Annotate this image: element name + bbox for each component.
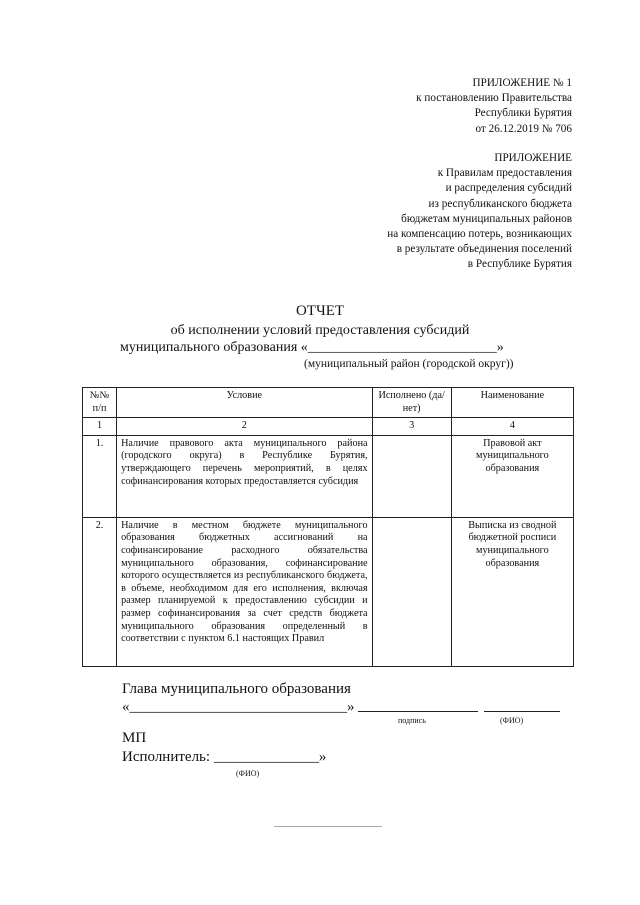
header-executed: Исполнено (да/нет) <box>372 388 451 418</box>
annex-2-line: к Правилам предоставления <box>437 167 572 180</box>
annex-1-line: Республики Бурятия <box>474 107 572 120</box>
report-subtitle-municipality: муниципального образования «___________________________» <box>120 340 504 355</box>
annex-2-line: из республиканского бюджета <box>428 197 572 210</box>
annex-1-header <box>416 76 572 137</box>
col-number: 1 <box>83 418 117 436</box>
executor-field: Исполнитель: ______________» <box>122 749 327 765</box>
col-number: 4 <box>451 418 573 436</box>
row-condition: Наличие в местном бюджете муниципального образования бюджетных ассигнований на софинансирование расходного обязательства муниципального образования, софинансирование которого осуществляется из республиканского бюджета, в объеме, необходимом для его исполнения, включая размер планируемой к предоставлению субсидии и размер софинансирования за счет средств бюджета муниципального образования определенный в соответствии с пунктом 6.1 настоящих Правил <box>117 517 373 666</box>
col-number: 3 <box>372 418 451 436</box>
annex-2-line: в Республике Бурятия <box>467 258 572 271</box>
header-name: Наименование <box>451 388 573 418</box>
report-title: ОТЧЕТ <box>295 303 345 319</box>
col-number: 2 <box>117 418 373 436</box>
signature-line <box>358 711 478 712</box>
fio-caption: (ФИО) <box>500 716 524 725</box>
annex-2-header <box>387 151 572 273</box>
annex-2-line: в результате объединения поселений <box>396 243 572 256</box>
row-executed-cell <box>372 435 451 517</box>
annex-2-line: ПРИЛОЖЕНИЕ <box>494 152 572 164</box>
municipality-name-field: «_____________________________» <box>122 699 355 715</box>
row-name: Выписка из сводной бюджетной росписи муниципального образования <box>451 517 573 666</box>
row-executed-cell <box>372 517 451 666</box>
annex-1-line: от 26.12.2019 № 706 <box>475 122 572 135</box>
header-num: №№ п/п <box>83 388 117 418</box>
table-header-row <box>83 388 574 418</box>
report-subtitle-hint: (муниципальный район (городской округ)) <box>304 358 514 370</box>
seal-place-label: МП <box>122 730 147 746</box>
annex-1-line: к постановлению Правительства <box>416 92 572 105</box>
signature-caption: подпись <box>398 716 426 725</box>
footer-divider <box>274 826 382 827</box>
annex-2-line: бюджетам муниципальных районов <box>401 212 572 225</box>
head-of-municipality-label: Глава муниципального образования <box>122 681 351 697</box>
annex-2-line: на компенсацию потерь, возникающих <box>387 228 572 241</box>
row-num: 2. <box>83 517 117 666</box>
fio-line <box>484 711 560 712</box>
table-row <box>83 435 574 517</box>
annex-2-line: и распределения субсидий <box>445 182 572 195</box>
table-column-numbers-row <box>83 418 574 436</box>
annex-1-line: ПРИЛОЖЕНИЕ № 1 <box>472 77 572 89</box>
row-name: Правовой акт муниципального образования <box>451 435 573 517</box>
header-condition: Условие <box>117 388 373 418</box>
executor-fio-caption: (ФИО) <box>236 769 260 778</box>
row-condition: Наличие правового акта муниципального района (городского округа) в Республике Бурятия, утверждающего перечень мероприятий, в целях софинансирования которых предоставляется субсидия <box>117 435 373 517</box>
report-subtitle: об исполнении условий предоставления субсидий <box>170 323 470 338</box>
table-row <box>83 517 574 666</box>
report-table <box>82 387 574 667</box>
row-num: 1. <box>83 435 117 517</box>
